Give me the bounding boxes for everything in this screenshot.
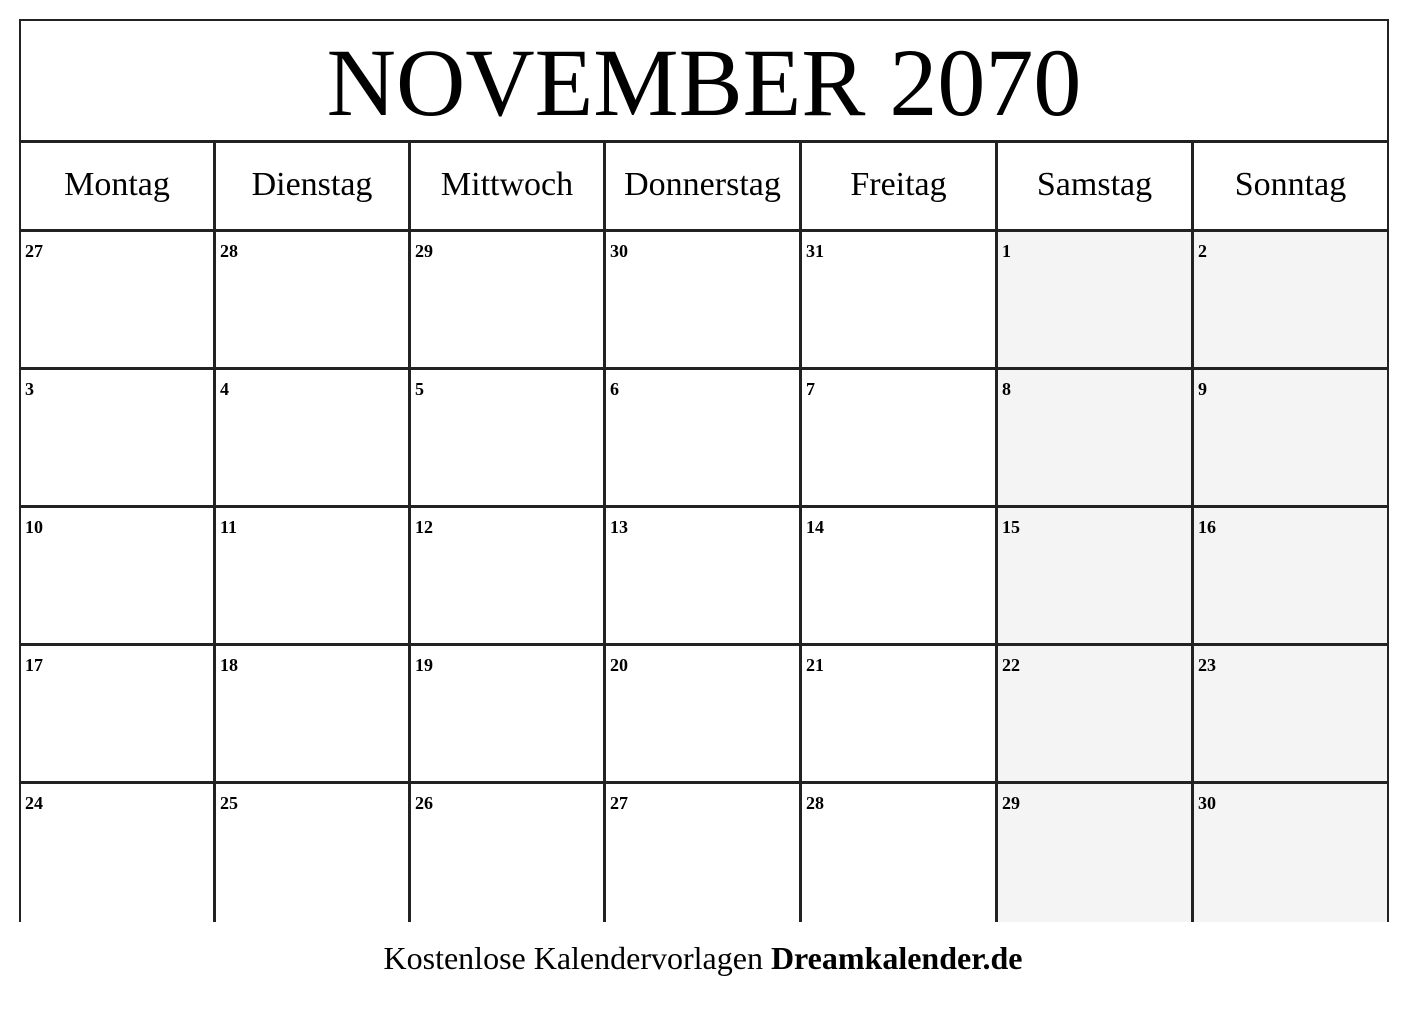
weekday-header-freitag: Freitag (802, 143, 998, 232)
day-cell (216, 508, 411, 646)
day-number: 28 (806, 793, 824, 813)
calendar (19, 19, 1389, 922)
day-cell (606, 646, 802, 784)
weekday-header-sonntag: Sonntag (1194, 143, 1387, 232)
footer-text: Kostenlose Kalendervorlagen (383, 940, 763, 976)
day-cell (998, 784, 1194, 922)
day-number: 15 (1002, 517, 1020, 537)
day-number: 11 (220, 517, 238, 537)
day-cell (1194, 370, 1387, 508)
day-number: 21 (806, 655, 824, 675)
day-cell (1194, 784, 1387, 922)
day-number: 27 (25, 241, 43, 261)
day-cell (411, 646, 606, 784)
day-cell (216, 370, 411, 508)
day-number: 29 (1002, 793, 1020, 813)
day-cell (802, 646, 998, 784)
day-cell (21, 232, 216, 370)
day-cell (21, 370, 216, 508)
day-number: 26 (415, 793, 433, 813)
day-number: 4 (220, 379, 229, 399)
day-number: 13 (610, 517, 628, 537)
calendar-grid (21, 143, 1387, 922)
day-number: 1 (1002, 241, 1011, 261)
footer (0, 940, 1406, 977)
day-number: 14 (806, 517, 824, 537)
day-number: 24 (25, 793, 43, 813)
day-cell (21, 784, 216, 922)
day-number: 20 (610, 655, 628, 675)
day-cell (998, 508, 1194, 646)
day-cell (216, 646, 411, 784)
day-cell (216, 784, 411, 922)
day-cell (606, 784, 802, 922)
day-cell (802, 370, 998, 508)
day-cell (411, 508, 606, 646)
day-number: 18 (220, 655, 238, 675)
day-cell (802, 508, 998, 646)
day-number: 30 (610, 241, 628, 261)
day-number: 28 (220, 241, 238, 261)
day-number: 30 (1198, 793, 1216, 813)
weekday-header-montag: Montag (21, 143, 216, 232)
day-cell (21, 508, 216, 646)
day-cell (1194, 232, 1387, 370)
day-cell (802, 784, 998, 922)
day-cell (411, 232, 606, 370)
title-bar (21, 21, 1387, 143)
day-cell (411, 370, 606, 508)
day-number: 27 (610, 793, 628, 813)
day-number: 2 (1198, 241, 1207, 261)
day-number: 25 (220, 793, 238, 813)
day-cell (216, 232, 411, 370)
day-number: 19 (415, 655, 433, 675)
day-number: 5 (415, 379, 424, 399)
weekday-header-donnerstag: Donnerstag (606, 143, 802, 232)
day-number: 23 (1198, 655, 1216, 675)
weekday-header-dienstag: Dienstag (216, 143, 411, 232)
calendar-title: NOVEMBER 2070 (326, 28, 1082, 136)
day-cell (411, 784, 606, 922)
day-number: 22 (1002, 655, 1020, 675)
weekday-header-mittwoch: Mittwoch (411, 143, 606, 232)
day-number: 17 (25, 655, 43, 675)
footer-brand: Dreamkalender.de (770, 940, 1023, 976)
day-cell (1194, 508, 1387, 646)
day-number: 29 (415, 241, 433, 261)
day-number: 7 (806, 379, 815, 399)
day-number: 6 (610, 379, 619, 399)
day-number: 8 (1002, 379, 1011, 399)
day-number: 31 (806, 241, 824, 261)
day-cell (802, 232, 998, 370)
day-cell (998, 646, 1194, 784)
day-number: 9 (1198, 379, 1207, 399)
day-cell (606, 232, 802, 370)
day-cell (998, 370, 1194, 508)
day-number: 3 (25, 379, 34, 399)
day-number: 10 (25, 517, 43, 537)
day-cell (998, 232, 1194, 370)
day-number: 16 (1198, 517, 1216, 537)
day-cell (21, 646, 216, 784)
day-cell (1194, 646, 1387, 784)
day-cell (606, 508, 802, 646)
weekday-header-samstag: Samstag (998, 143, 1194, 232)
day-cell (606, 370, 802, 508)
day-number: 12 (415, 517, 433, 537)
